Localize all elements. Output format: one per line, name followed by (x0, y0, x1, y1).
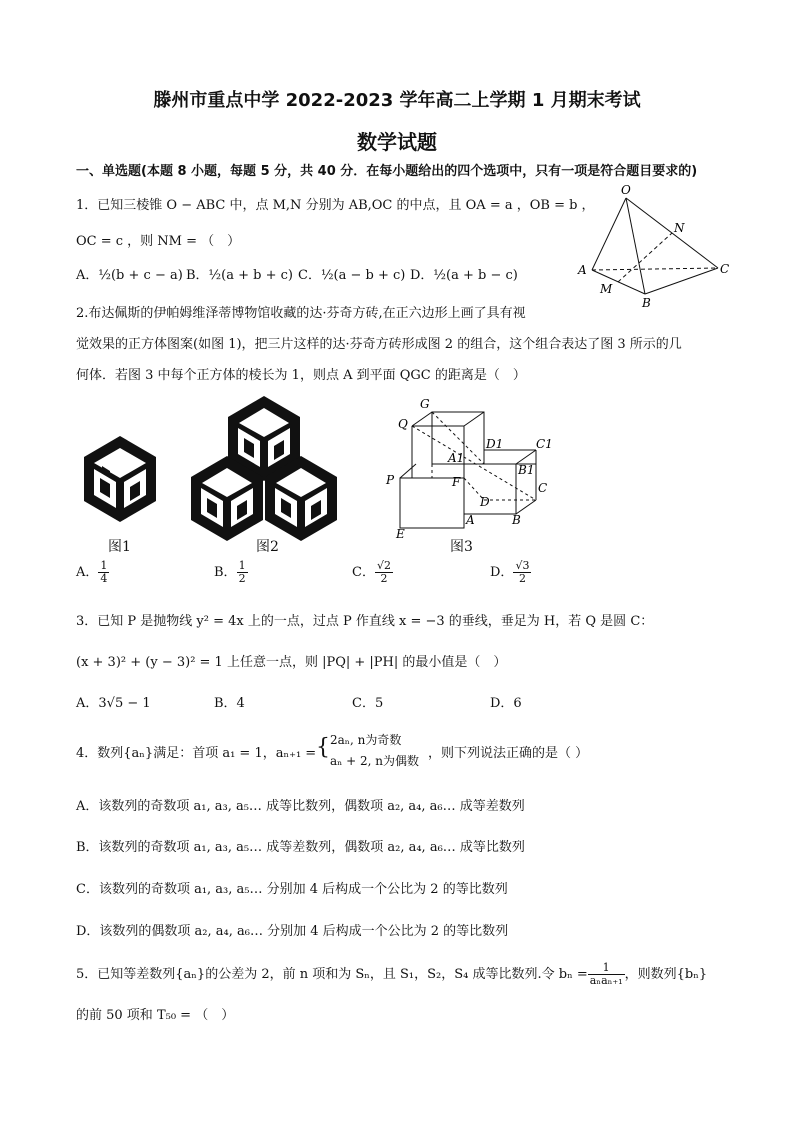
exam-subtitle: 数学试题 (357, 130, 437, 154)
q2-fig3-label-b: B (512, 513, 521, 527)
q2-figure3-cubes (380, 392, 560, 538)
q1-option-b: B．½(a + b + c) (186, 268, 293, 283)
q5-line1 (76, 962, 707, 987)
q4-option-b: B．该数列的奇数项 a₁, a₃, a₅… 成等差数列，偶数项 a₂, a₄, a₆… 成等比数列 (76, 840, 525, 855)
q4-stem-right: ，则下列说法正确的是（ ） (428, 746, 589, 761)
q2-line2: 觉效果的正方体图案(如图 1)，把三片这样的达·芬奇方砖形成图 2 的组合，这个组合表达了图 3 所示的几 (76, 337, 682, 352)
q3-option-b: B．4 (214, 696, 245, 711)
q5-line1-right: ，则数列{bₙ} (624, 967, 708, 982)
q1-line2: OC = c ，则 NM = （ ） (76, 234, 241, 249)
q2-caption-fig2: 图2 (256, 539, 279, 555)
q2-fig3-label-c: C (538, 481, 548, 495)
q4-case-even: aₙ + 2, n为偶数 (330, 754, 420, 768)
q2-option-d-num: √3 (515, 559, 530, 572)
q2-option-b-num: 1 (238, 559, 246, 572)
q4-brace: { (316, 735, 330, 760)
q2-fig3-label-b1: B1 (518, 463, 535, 477)
q1-label-b: B (642, 296, 651, 310)
q5-frac-num: 1 (588, 962, 625, 975)
q1-label-a: A (578, 263, 587, 277)
q2-option-d (490, 560, 531, 585)
q4-option-a: A．该数列的奇数项 a₁, a₃, a₅… 成等比数列，偶数项 a₂, a₄, a₆… 成等差数列 (76, 799, 525, 814)
q3-line1: 3．已知 P 是抛物线 y² = 4x 上的一点，过点 P 作直线 x = −3 的垂线，垂足为 H，若 Q 是圆 C： (76, 614, 654, 629)
q1-label-m: M (600, 282, 613, 296)
q3-line2: (x + 3)² + (y − 3)² = 1 上任意一点，则 |PQ| + |PH| 的最小值是（ ） (76, 655, 507, 670)
q1-option-d: D．½(a + b − c) (410, 268, 518, 283)
q3-option-d: D．6 (490, 696, 522, 711)
q2-option-c-label: C． (352, 565, 375, 580)
q2-option-b (214, 560, 248, 585)
q2-option-b-label: B． (214, 565, 237, 580)
section-heading: 一、单选题(本题 8 小题，每题 5 分，共 40 分．在每小题给出的四个选项中，只有一项是符合题目要求的) (76, 164, 698, 179)
q2-option-a (76, 560, 109, 585)
q1-label-n: N (674, 221, 685, 235)
q2-fig3-label-a: A (466, 513, 475, 527)
q1-option-a: A．½(b + c − a) (76, 268, 183, 283)
q2-option-a-label: A． (76, 565, 99, 580)
q1-tetrahedron-figure (570, 180, 740, 310)
q2-fig3-label-d: D (480, 495, 490, 509)
q2-option-c-num: √2 (376, 559, 391, 572)
q4-option-d: D．该数列的偶数项 a₂, a₄, a₆… 分别加 4 后构成一个公比为 2 的等比数列 (76, 924, 509, 939)
q2-fig3-label-p: P (386, 473, 395, 487)
q4-stem-left: 4．数列{aₙ}满足：首项 a₁ = 1，aₙ₊₁ = (76, 746, 317, 761)
q5-frac-den: aₙaₙ₊₁ (589, 974, 623, 987)
q2-line1: 2.布达佩斯的伊帕姆维泽蒂博物馆收藏的达·芬奇方砖,在正六边形上画了具有视 (76, 306, 526, 321)
q2-caption-fig3: 图3 (450, 539, 473, 555)
q5-line2: 的前 50 项和 T₅₀ = （ ） (76, 1008, 235, 1023)
q1-label-c: C (720, 262, 730, 276)
q2-option-a-num: 1 (100, 559, 108, 572)
q1-option-c: C．½(a − b + c) (298, 268, 406, 283)
q2-fig3-label-d1: D1 (486, 437, 504, 451)
q2-option-c (352, 560, 393, 585)
q4-option-c: C．该数列的奇数项 a₁, a₃, a₅… 分别加 4 后构成一个公比为 2 的等比数列 (76, 882, 508, 897)
exam-title: 滕州市重点中学 2022-2023 学年高二上学期 1 月期末考试 (153, 90, 641, 111)
q2-option-a-den: 4 (100, 572, 108, 585)
q2-fig3-label-e: E (396, 527, 405, 538)
q2-line3: 何体．若图 3 中每个正方体的棱长为 1，则点 A 到平面 QGC 的距离是（ ） (76, 368, 526, 383)
q3-option-a: A．3√5 − 1 (76, 696, 151, 711)
q2-option-d-label: D． (490, 565, 514, 580)
q2-fig3-label-c1: C1 (536, 437, 553, 451)
q3-option-c: C．5 (352, 696, 384, 711)
q2-option-d-den: 2 (518, 572, 526, 585)
q2-fig3-label-a1: A1 (448, 451, 465, 465)
q2-fig3-label-q: Q (398, 417, 408, 431)
q2-figure2-tiles (190, 392, 340, 544)
q2-figure1-tile (80, 432, 160, 526)
q5-line1-left: 5．已知等差数列{aₙ}的公差为 2，前 n 项和为 Sₙ，且 S₁，S₂，S₄ 成等比数列.令 bₙ = (76, 967, 588, 982)
q1-line1: 1．已知三棱锥 O − ABC 中，点 M,N 分别为 AB,OC 的中点，且 OA = a ，OB = b ， (76, 198, 595, 213)
q2-option-b-den: 2 (238, 572, 246, 585)
q1-label-o: O (621, 183, 631, 197)
q2-fig3-label-g: G (420, 397, 430, 411)
q2-fig3-label-f: F (452, 475, 461, 489)
q4-case-odd: 2aₙ, n为奇数 (330, 733, 402, 747)
q2-option-c-den: 2 (380, 572, 388, 585)
q2-caption-fig1: 图1 (108, 539, 131, 555)
